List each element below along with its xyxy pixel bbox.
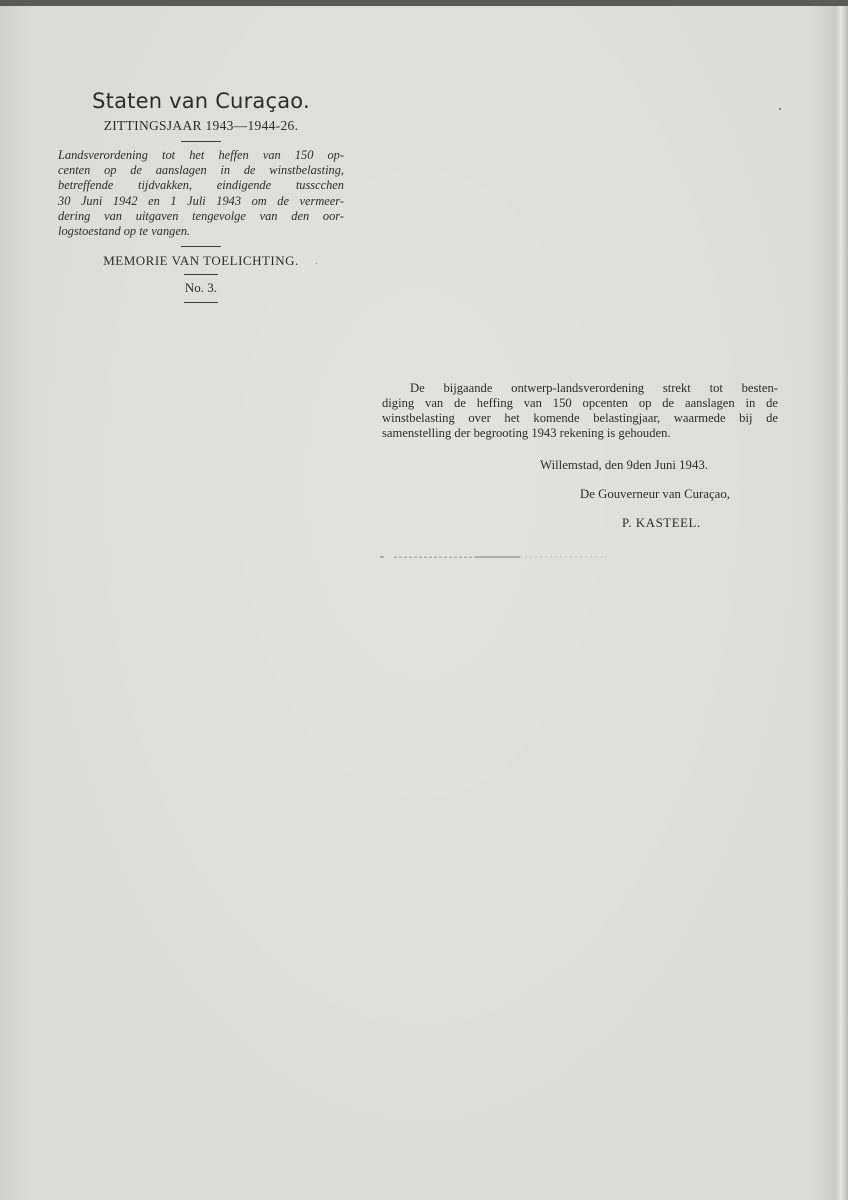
signatory-office: De Gouverneur van Curaçao,: [580, 487, 730, 501]
document-number: No. 3.: [184, 280, 218, 296]
paragraph-line: diging van de heffing van 150 opcenten op de aanslagen in de: [382, 396, 778, 410]
document-title: Staten van Curaçao.: [92, 89, 310, 113]
divider: [181, 141, 221, 142]
divider: [184, 302, 218, 303]
paragraph-line: winstbelasting over het komende belastingjaar, waarmede bij de: [382, 411, 778, 425]
place-and-date: Willemstad, den 9den Juni 1943.: [540, 458, 708, 472]
subject-description: [56, 148, 346, 239]
subject-line: dering van uitgaven tengevolge van den oor-: [58, 208, 344, 223]
paragraph-line: samenstelling der begrooting 1943 rekening is gehouden.: [382, 426, 671, 440]
explanation-paragraph: [382, 381, 778, 441]
paper-speck: [316, 263, 317, 264]
faint-print-line: [380, 556, 740, 558]
paper-speck: [779, 108, 781, 110]
document-header: [56, 88, 346, 303]
subject-line: centen op de aanslagen in de winstbelasting,: [58, 163, 344, 178]
subject-line: Landsverordening tot het heffen van 150 op-: [58, 148, 344, 162]
divider: [184, 274, 218, 275]
subject-line: betreffende tijdvakken, eindigende tusscchen: [58, 178, 344, 193]
subject-line: logstoestand op te vangen.: [58, 224, 191, 239]
signatory-name: P. KASTEEL.: [622, 516, 701, 530]
session-year: ZITTINGSJAAR 1943—1944-26.: [103, 118, 299, 133]
paragraph-line: De bijgaande ontwerp-landsverordening strekt tot besten-: [410, 381, 778, 395]
divider: [181, 246, 221, 247]
document-type: MEMORIE VAN TOELICHTING.: [103, 253, 299, 269]
page-edge: [836, 6, 848, 1200]
subject-line: 30 Juni 1942 en 1 Juli 1943 om de vermeer-: [58, 193, 344, 208]
